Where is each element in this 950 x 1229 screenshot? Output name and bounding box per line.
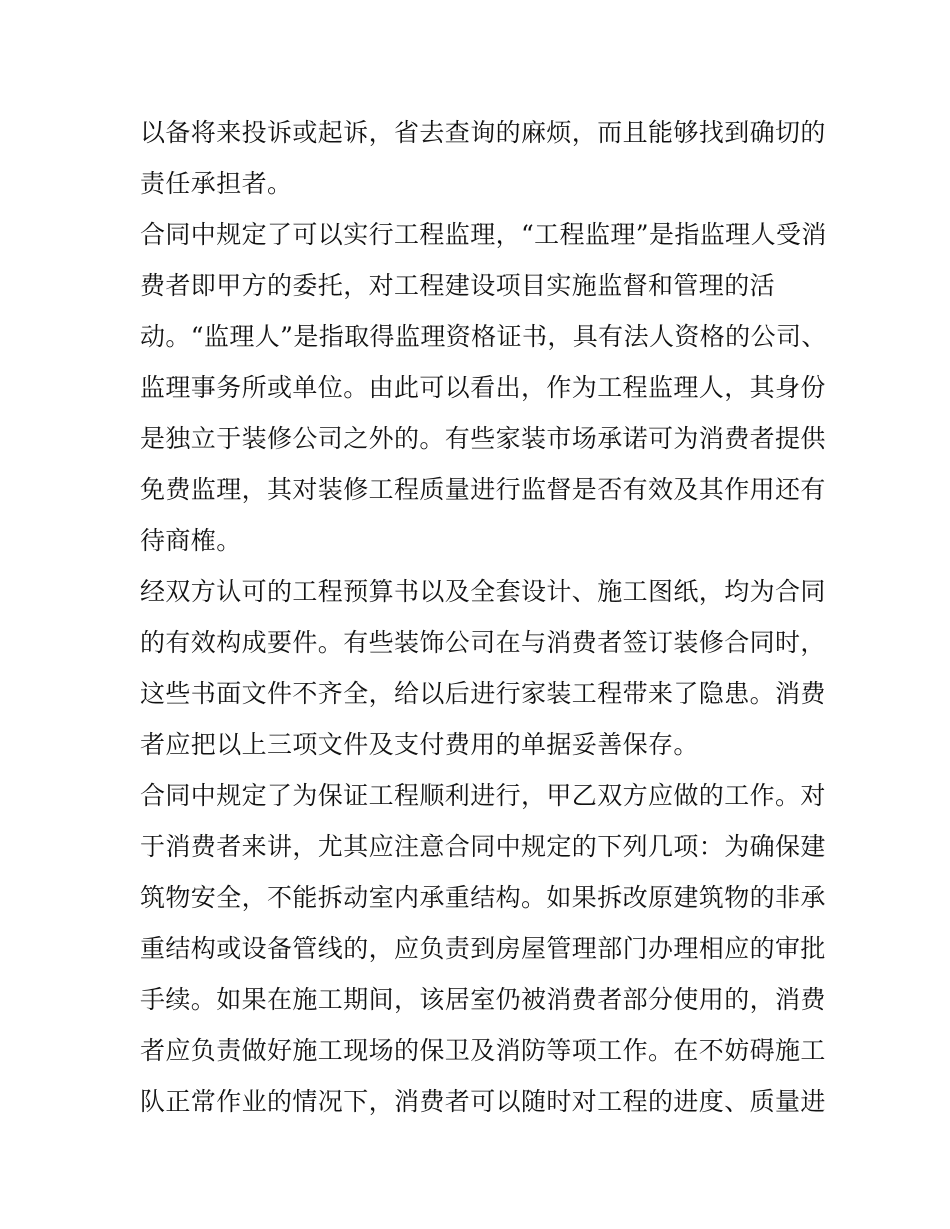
text-line: 者应把以上三项文件及支付费用的单据妥善保存。 [140,730,699,759]
text-line: 费者即甲方的委托，对工程建设项目实施监督和管理的活 [140,271,776,300]
text-line: 者应负责做好施工现场的保卫及消防等项工作。在不妨碍施工 [140,1036,826,1065]
text-line: 队正常作业的情况下，消费者可以随时对工程的进度、质量进 [140,1087,826,1116]
text-line: 以备将来投诉或起诉，省去查询的麻烦，而且能够找到确切的 [140,118,826,147]
text-line: 的有效构成要件。有些装饰公司在与消费者签订装修合同时， [140,628,826,657]
text-line: 责任承担者。 [140,169,293,198]
text-line: 免费监理，其对装修工程质量进行监督是否有效及其作用还有 [140,475,826,504]
text-line: 经双方认可的工程预算书以及全套设计、施工图纸，均为合同 [140,577,826,606]
text-line: 这些书面文件不齐全，给以后进行家装工程带来了隐患。消费 [140,679,826,708]
text-line: 手续。如果在施工期间，该居室仍被消费者部分使用的，消费 [140,985,826,1014]
text-line: 待商榷。 [140,526,242,555]
text-line: 动。“监理人”是指取得监理资格证书，具有法人资格的公司、 [140,322,827,351]
text-line: 重结构或设备管线的，应负责到房屋管理部门办理相应的审批 [140,934,826,963]
text-line: 合同中规定了可以实行工程监理，“工程监理”是指监理人受消 [140,220,827,249]
text-line: 监理事务所或单位。由此可以看出，作为工程监理人，其身份 [140,373,826,402]
text-line: 合同中规定了为保证工程顺利进行，甲乙双方应做的工作。对 [140,781,826,810]
document-body [140,107,827,1127]
text-line: 于消费者来讲，尤其应注意合同中规定的下列几项：为确保建 [140,832,826,861]
text-line: 筑物安全，不能拆动室内承重结构。如果拆改原建筑物的非承 [140,883,826,912]
text-line: 是独立于装修公司之外的。有些家装市场承诺可为消费者提供 [140,424,826,453]
